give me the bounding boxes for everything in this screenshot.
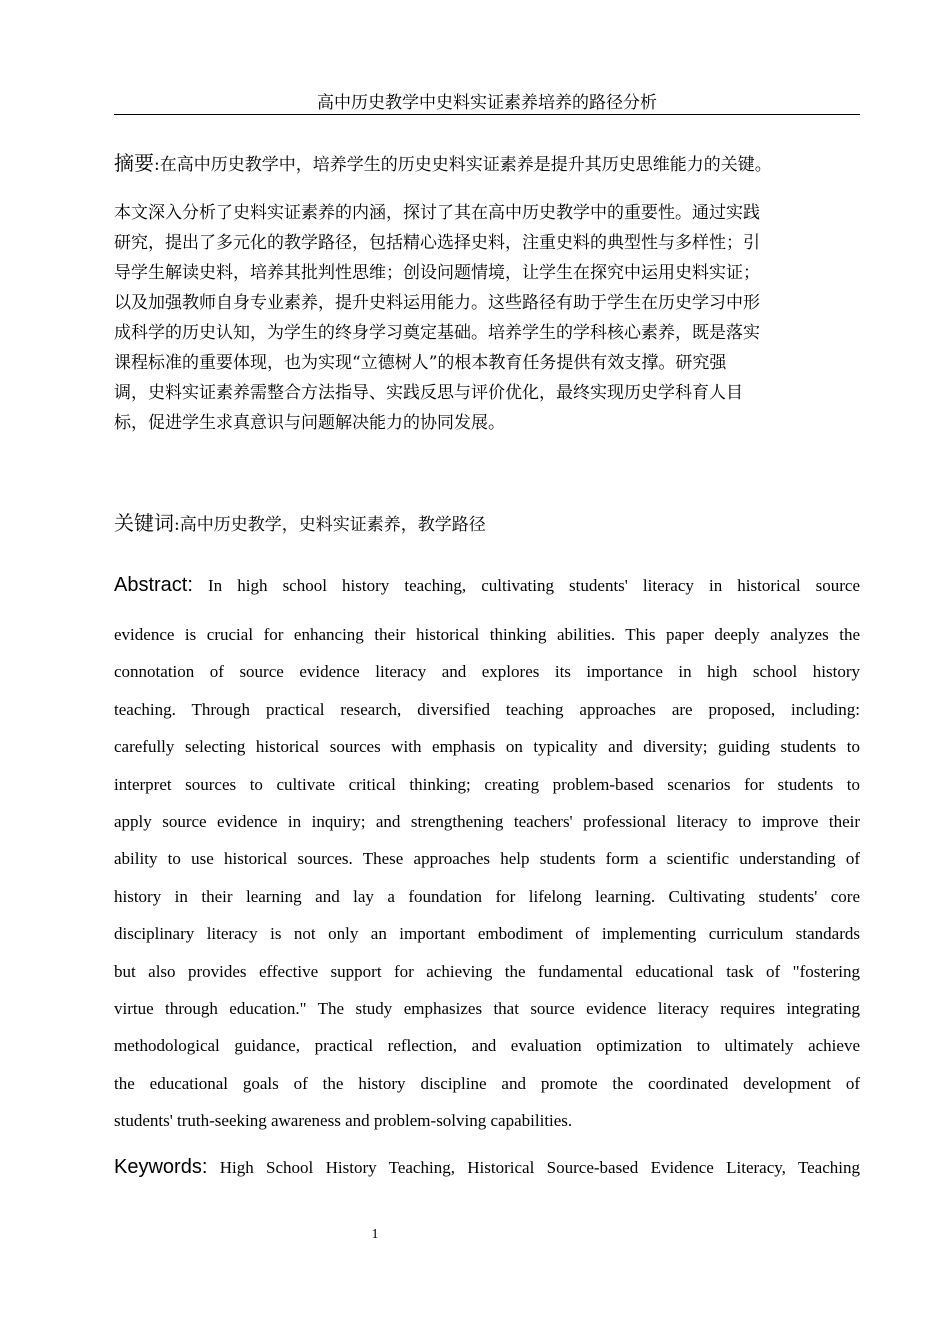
- zh-abstract-line: 成科学的历史认知，为学生的终身学习奠定基础。培养学生的学科核心素养，既是落实: [114, 323, 760, 343]
- en-abstract-line: evidence is crucial for enhancing their historical thinking abilities. This paper deeply analyzes the: [114, 625, 860, 644]
- en-abstract-line: teaching. Through practical research, diversified teaching approaches are proposed, including:: [114, 699, 860, 719]
- zh-keywords-separator: :: [174, 515, 180, 535]
- zh-abstract-line: 研究，提出了多元化的教学路径，包括精心选择史料，注重史料的典型性与多样性；引: [114, 233, 760, 253]
- en-abstract-line: disciplinary literacy is not only an important embodiment of implementing curriculum standards: [114, 924, 860, 944]
- zh-keywords: [114, 510, 860, 538]
- en-abstract-line: virtue through education." The study emphasizes that source evidence literacy requires integrating: [114, 999, 860, 1019]
- zh-keywords-label: 关键词: [114, 511, 174, 535]
- zh-abstract-line: 调，史料实证素养需整合方法指导、实践反思与评价优化，最终实现历史学科育人目: [114, 383, 743, 403]
- zh-abstract-line: 在高中历史教学中，培养学生的历史史料实证素养是提升其历史思维能力的关键。: [159, 155, 772, 175]
- en-abstract-label: Abstract:: [114, 574, 193, 596]
- en-abstract-first-line: [114, 570, 860, 601]
- en-abstract-line: methodological guidance, practical reflection, and evaluation optimization to ultimately achieve: [114, 1036, 860, 1056]
- page-header-title: 高中历史教学中史料实证素养培养的路径分析: [114, 92, 860, 115]
- zh-abstract-line: 标，促进学生求真意识与问题解决能力的协同发展。: [114, 413, 505, 433]
- en-abstract-body: [114, 616, 860, 1140]
- en-abstract-line: the educational goals of the history discipline and promote the coordinated development of: [114, 1073, 860, 1093]
- en-abstract-line: history in their learning and lay a foundation for lifelong learning. Cultivating students' core: [114, 886, 860, 906]
- en-abstract-line: apply source evidence in inquiry; and strengthening teachers' professional literacy to improve their: [114, 812, 860, 832]
- zh-abstract-body: [114, 198, 860, 438]
- en-abstract-line: In high school history teaching, cultivating students' literacy in historical source: [208, 576, 861, 595]
- en-abstract-line: students' truth-seeking awareness and problem-solving capabilities.: [114, 1111, 573, 1131]
- en-abstract-line: interpret sources to cultivate critical thinking; creating problem-based scenarios for students to: [114, 774, 860, 794]
- en-abstract-line: connotation of source evidence literacy and explores its importance in high school history: [114, 662, 860, 682]
- zh-abstract-label: 摘要: [114, 151, 154, 175]
- zh-abstract-first-line: [114, 150, 860, 178]
- en-abstract-line: carefully selecting historical sources with emphasis on typicality and diversity; guiding students to: [114, 737, 860, 757]
- zh-abstract-line: 本文深入分析了史料实证素养的内涵，探讨了其在高中历史教学中的重要性。通过实践: [114, 203, 760, 223]
- page-number: 1: [371, 1227, 379, 1242]
- zh-abstract-line: 以及加强教师自身专业素养，提升史料运用能力。这些路径有助于学生在历史学习中形: [114, 293, 760, 313]
- zh-abstract-separator: :: [154, 155, 160, 175]
- zh-abstract-line: 导学生解读史料，培养其批判性思维；创设问题情境，让学生在探究中运用史料实证；: [114, 263, 760, 283]
- en-abstract-line: ability to use historical sources. These approaches help students form a scientific understanding of: [114, 849, 860, 869]
- en-keywords: [114, 1152, 860, 1183]
- zh-keywords-text: 高中历史教学，史料实证素养，教学路径: [179, 515, 486, 535]
- zh-abstract-line: 课程标准的重要体现，也为实现“立德树人”的根本教育任务提供有效支撑。研究强: [114, 353, 727, 373]
- en-abstract-line: but also provides effective support for achieving the fundamental educational task of "fostering: [114, 961, 860, 981]
- en-keywords-label: Keywords:: [114, 1156, 208, 1178]
- en-keywords-text: High School History Teaching, Historical Source-based Evidence Literacy, Teaching: [219, 1158, 861, 1177]
